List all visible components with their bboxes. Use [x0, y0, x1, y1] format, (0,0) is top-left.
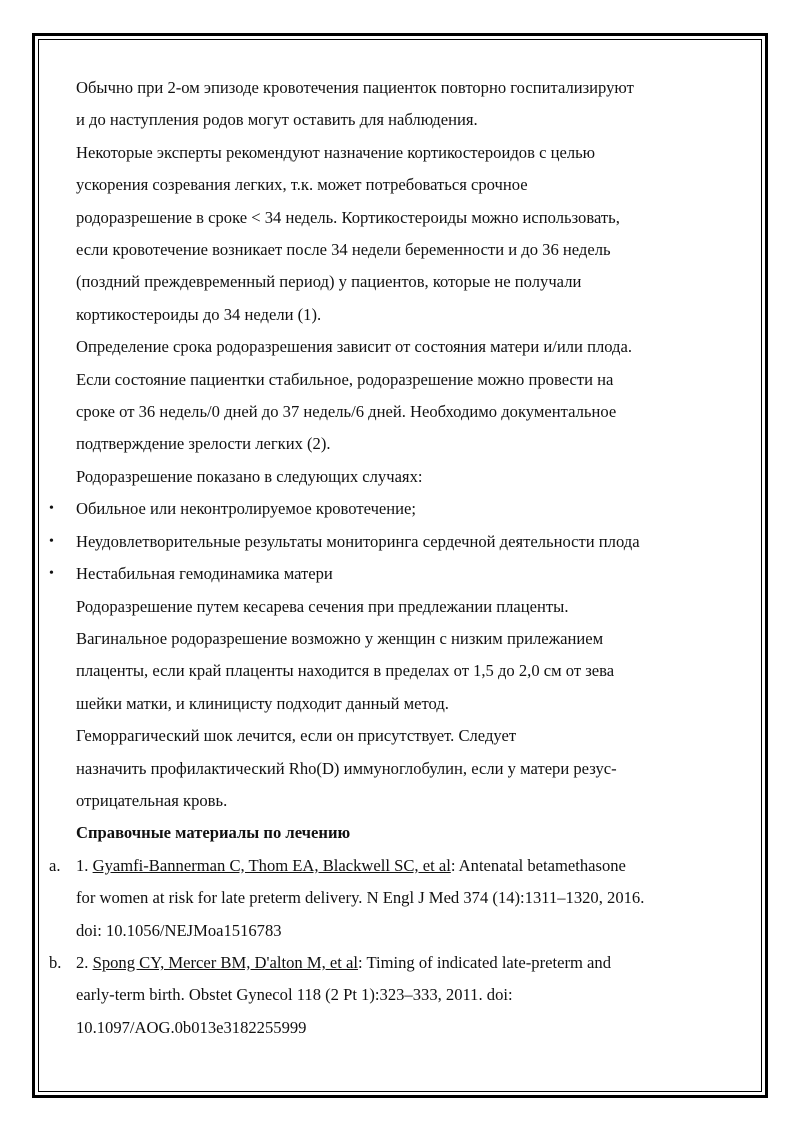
text-line: отрицательная кровь. — [76, 790, 228, 810]
list-item — [49, 526, 736, 558]
text-line: шейки матки, и клиницисту подходит данный метод. — [76, 693, 449, 713]
reference-item — [49, 947, 736, 1044]
list-item-text: Неудовлетворительные результаты мониторинга сердечной деятельности плода — [76, 531, 640, 551]
paragraph — [76, 623, 736, 720]
reference-title: : Antenatal betamethasone — [450, 855, 626, 875]
reference-title: : Timing of indicated late-preterm and — [358, 952, 611, 972]
reference-number: 1. — [76, 855, 93, 875]
reference-marker: a. — [49, 855, 61, 875]
paragraph — [76, 461, 736, 493]
text-line: кортикостероиды до 34 недели (1). — [76, 304, 322, 324]
references-list — [49, 850, 736, 1044]
text-line: early-term birth. Obstet Gynecol 118 (2 Pt 1):323–333, 2011. doi: — [76, 985, 513, 1005]
bullet-icon: • — [49, 533, 54, 549]
text-line: сроке от 36 недель/0 дней до 37 недель/6 дней. Необходимо документальное — [76, 402, 617, 422]
text-line: Некоторые эксперты рекомендуют назначение кортикостероидов с целью — [76, 142, 596, 162]
bullet-icon: • — [49, 566, 54, 582]
bullet-list — [49, 493, 736, 590]
paragraph — [76, 591, 736, 623]
reference-marker: b. — [49, 952, 62, 972]
text-line: Определение срока родоразрешения зависит от состояния матери и/или плода. — [76, 337, 633, 357]
reference-number: 2. — [76, 952, 93, 972]
text-line: 10.1097/AOG.0b013e3182255999 — [76, 1017, 307, 1037]
text-line: doi: 10.1056/NEJMoa1516783 — [76, 920, 282, 940]
text-line: и до наступления родов могут оставить для наблюдения. — [76, 110, 478, 130]
paragraph — [76, 720, 736, 817]
text-line: если кровотечение возникает после 34 недели беременности и до 36 недель — [76, 240, 611, 260]
paragraph — [76, 137, 736, 331]
text-line: Родоразрешение показано в следующих случаях: — [76, 466, 423, 486]
text-line: Если состояние пациентки стабильное, родоразрешение можно провести на — [76, 369, 614, 389]
bullet-icon: • — [49, 501, 54, 517]
text-line: Геморрагический шок лечится, если он присутствует. Следует — [76, 726, 517, 746]
text-line: Вагинальное родоразрешение возможно у женщин с низким прилежанием — [76, 628, 604, 648]
text-line — [76, 947, 736, 979]
text-line: Родоразрешение путем кесарева сечения при предлежании плаценты. — [76, 596, 569, 616]
paragraph — [76, 72, 736, 137]
text-line: ускорения созревания легких, т.к. может потребоваться срочное — [76, 175, 528, 195]
text-line: подтверждение зрелости легких (2). — [76, 434, 331, 454]
references-heading: Справочные материалы по лечению — [76, 823, 351, 843]
text-line: Обычно при 2-ом эпизоде кровотечения пациенток повторно госпитализируют — [76, 78, 634, 97]
list-item — [49, 558, 736, 590]
reference-authors-link[interactable]: Gyamfi-Bannerman C, Thom EA, Blackwell SC, et al — [92, 855, 451, 875]
document-body — [49, 72, 736, 1044]
list-item-text: Нестабильная гемодинамика матери — [76, 564, 333, 584]
reference-authors-link[interactable]: Spong CY, Mercer BM, D'alton M, et al — [92, 952, 358, 972]
text-line — [76, 850, 736, 882]
text-line: назначить профилактический Rho(D) иммуноглобулин, если у матери резус- — [76, 758, 617, 778]
text-line: родоразрешение в сроке < 34 недель. Кортикостероиды можно использовать, — [76, 207, 620, 227]
text-line: for women at risk for late preterm delivery. N Engl J Med 374 (14):1311–1320, 2016. — [76, 888, 645, 908]
list-item — [49, 493, 736, 525]
paragraph — [76, 331, 736, 461]
reference-item — [49, 850, 736, 947]
list-item-text: Обильное или неконтролируемое кровотечение; — [76, 499, 417, 519]
text-line: плаценты, если край плаценты находится в пределах от 1,5 до 2,0 см от зева — [76, 661, 615, 681]
text-line: (поздний преждевременный период) у пациентов, которые не получали — [76, 272, 582, 292]
